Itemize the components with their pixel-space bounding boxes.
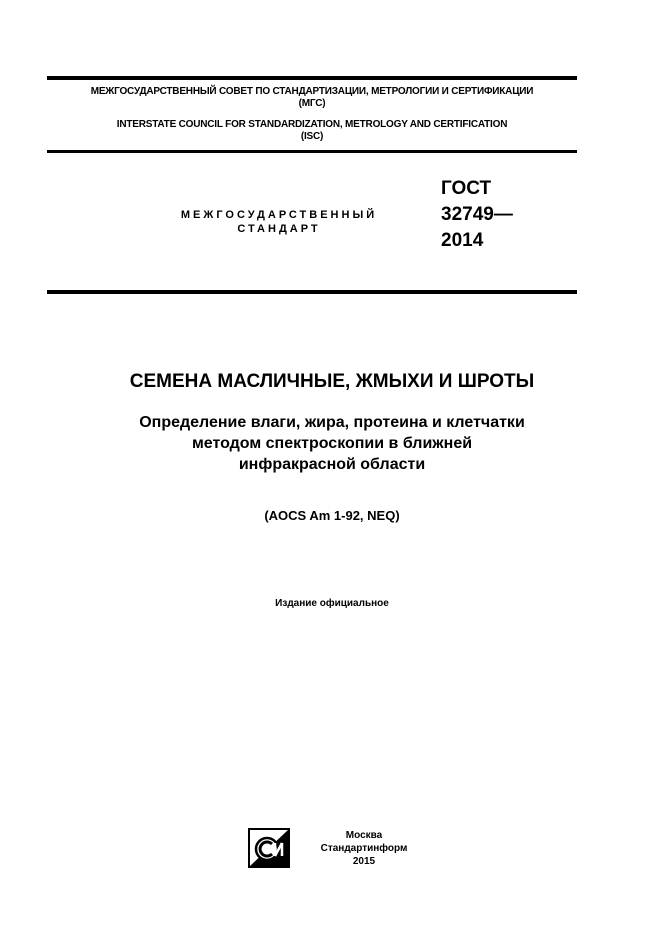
subtitle-line1: Определение влаги, жира, протеина и клетчатки (139, 414, 525, 431)
council-abbr-ru: (МГС) (298, 98, 326, 109)
standartinform-logo-icon (248, 828, 290, 868)
council-name-en (47, 119, 577, 143)
subtitle-line2: методом спектроскопии в ближней (191, 435, 473, 452)
document-title: СЕМЕНА МАСЛИЧНЫЕ, ЖМЫХИ И ШРОТЫ (129, 371, 535, 392)
gost-year: 2014 (441, 230, 484, 251)
publisher-city: Москва (345, 830, 383, 841)
standard-type-label (150, 208, 408, 236)
bottom-rule (47, 290, 577, 294)
top-rule (47, 76, 577, 80)
standard-type-line2: СТАНДАРТ (237, 223, 321, 235)
gost-designation (441, 176, 513, 254)
council-abbr-en: (ISC) (300, 131, 324, 142)
publisher-name: Стандартинформ (320, 843, 408, 854)
council-name-ru-line1: МЕЖГОСУДАРСТВЕННЫЙ СОВЕТ ПО СТАНДАРТИЗАЦИИ, МЕТРОЛОГИИ И СЕРТИФИКАЦИИ (90, 86, 534, 97)
gost-prefix: ГОСТ (441, 178, 492, 199)
reference-standard: (AOCS Am 1-92, NEQ) (264, 508, 400, 523)
gost-number: 32749— (441, 204, 513, 225)
edition-note: Издание официальное (275, 598, 389, 609)
publisher-block (314, 829, 414, 868)
standard-type-line1: МЕЖГОСУДАРСТВЕННЫЙ (180, 209, 378, 221)
council-name-ru (47, 86, 577, 110)
document-subtitle (47, 412, 617, 475)
subtitle-line3: инфракрасной области (238, 456, 426, 473)
middle-rule (47, 150, 577, 153)
publication-year: 2015 (352, 856, 376, 867)
council-name-en-line1: INTERSTATE COUNCIL FOR STANDARDIZATION, METROLOGY AND CERTIFICATION (116, 119, 508, 130)
